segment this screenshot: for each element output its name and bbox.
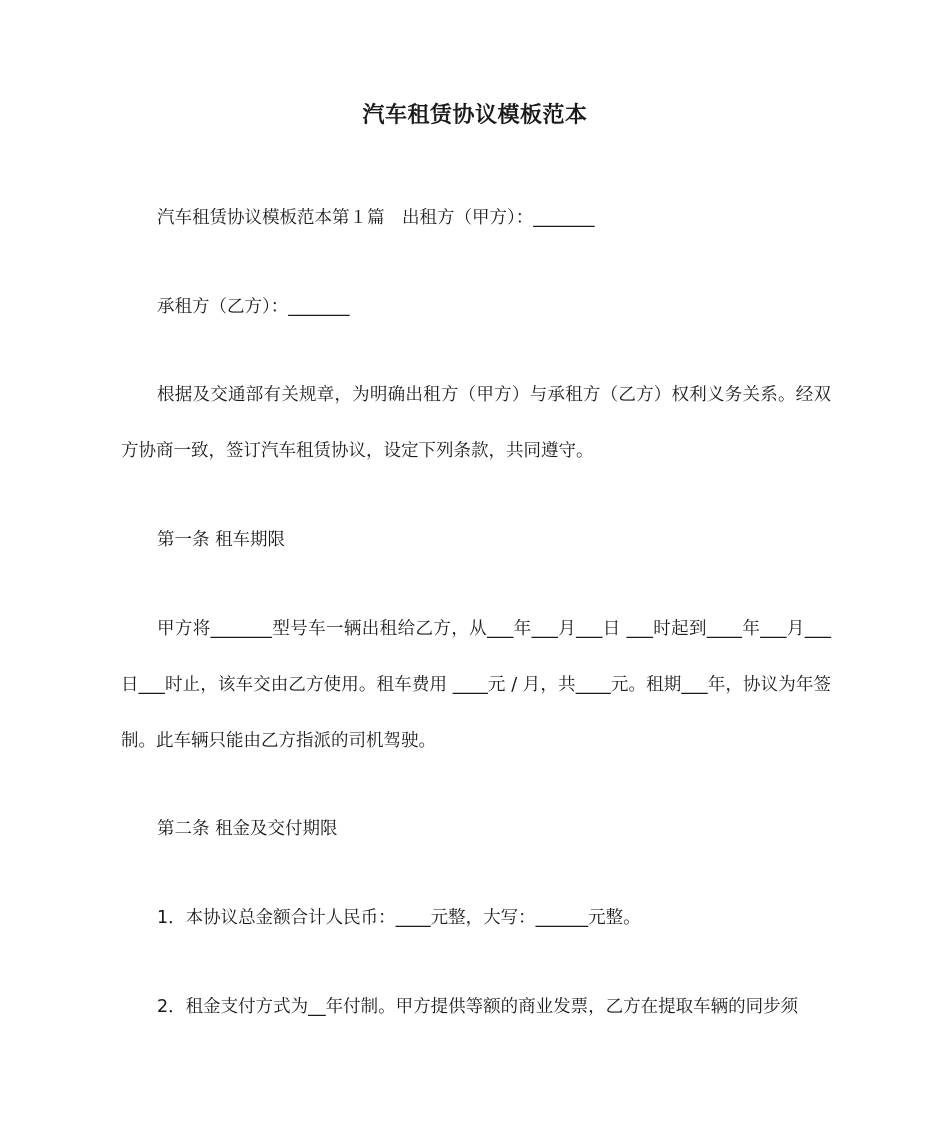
article-2-heading: 第二条 租金及交付期限 [157,819,338,839]
article-1-heading: 第一条 租车期限 [157,530,286,550]
paragraph-lessee: 承租方（乙方）：_______ [157,297,350,317]
document-title: 汽车租赁协议模板范本 [362,103,588,128]
paragraph-lessor: 汽车租赁协议模板范本第１篇 出租方（甲方）：_______ [157,208,595,228]
paragraph-preamble: 根据及交通部有关规章，为明确出租方（甲方）与承租方（乙方）权利义务关系。经双方协商一致，签订汽车租赁协议，设定下列条款，共同遵守。 [121,385,831,461]
article-2-item-2: 2．租金支付方式为__年付制。甲方提供等额的商业发票，乙方在提取车辆的同步须 [157,997,799,1017]
article-2-item-1: 1．本协议总金额合计人民币：____元整，大写：______元整。 [157,908,641,928]
article-1-body: 甲方将_______型号车一辆出租给乙方，从___年___月___日 ___时起到____年___月___日___时止，该车交由乙方使用。租车费用 ____元 / 月，共____元。租期___年，协议为年签制。此车辆只能由乙方指派的司机驾驶。 [121,619,831,751]
